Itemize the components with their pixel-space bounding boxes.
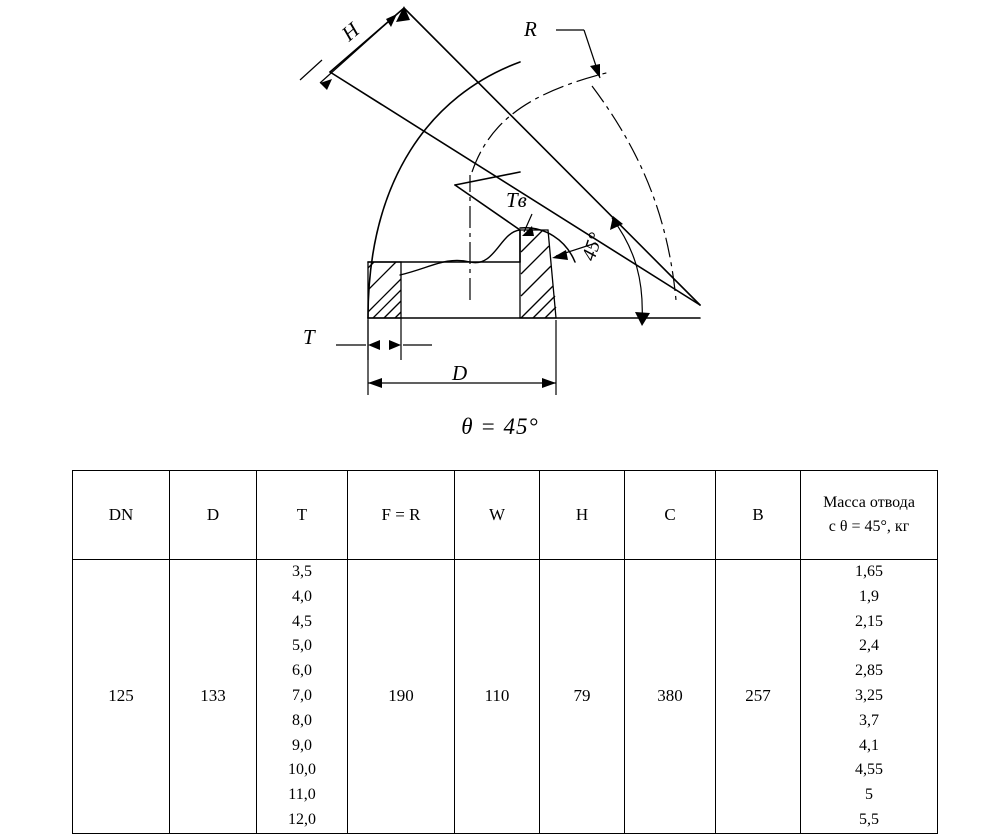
cell-c: 380 — [625, 560, 716, 834]
column-header-t: T — [257, 471, 348, 560]
value-mass-0: 1,65 — [855, 563, 883, 580]
value-mass-9: 5 — [865, 786, 873, 804]
value-t-5: 7,0 — [292, 686, 312, 704]
dim-label-tb: Tв — [506, 188, 527, 212]
cell-t-values — [257, 560, 348, 834]
value-t-0: 3,5 — [292, 563, 312, 580]
value-mass-5: 3,25 — [855, 686, 883, 704]
value-t-9: 11,0 — [288, 786, 316, 804]
value-t-10: 12,0 — [288, 810, 316, 828]
value-t-8: 10,0 — [288, 761, 316, 779]
cell-h: 79 — [540, 560, 625, 834]
value-mass-7: 4,1 — [859, 736, 879, 754]
column-header-b: B — [716, 471, 801, 560]
cell-d: 133 — [170, 560, 257, 834]
value-mass-3: 2,4 — [859, 637, 879, 655]
column-header-w: W — [455, 471, 540, 560]
dim-label-angle-45: 45° — [577, 230, 608, 264]
value-t-3: 5,0 — [292, 637, 312, 655]
table-row — [73, 560, 938, 834]
value-mass-8: 4,55 — [855, 761, 883, 779]
value-t-2: 4,5 — [292, 612, 312, 630]
column-header-d: D — [170, 471, 257, 560]
cell-w: 110 — [455, 560, 540, 834]
mass-header-line-1: Масса отвода — [823, 494, 915, 511]
cell-b: 257 — [716, 560, 801, 834]
specification-table — [72, 470, 928, 834]
dim-label-h: H — [336, 17, 364, 46]
value-t-6: 8,0 — [292, 711, 312, 729]
column-header-f-r: F = R — [348, 471, 455, 560]
dim-label-t: T — [303, 325, 315, 349]
value-t-4: 6,0 — [292, 662, 312, 680]
value-mass-4: 2,85 — [855, 662, 883, 680]
value-mass-2: 2,15 — [855, 612, 883, 630]
dim-label-d: D — [452, 361, 468, 385]
column-header-h: H — [540, 471, 625, 560]
value-mass-6: 3,7 — [859, 711, 879, 729]
value-t-1: 4,0 — [292, 587, 312, 605]
mass-header-line-2: с θ = 45°, кг — [828, 518, 910, 535]
value-mass-10: 5,5 — [859, 810, 879, 828]
theta-caption: θ = 45° — [461, 414, 539, 439]
column-header-mass — [801, 471, 938, 560]
column-header-dn: DN — [73, 471, 170, 560]
cell-dn: 125 — [73, 560, 170, 834]
column-header-c: C — [625, 471, 716, 560]
value-t-7: 9,0 — [292, 736, 312, 754]
table-header-row — [73, 471, 938, 560]
cell-mass-values — [801, 560, 938, 834]
cell-f-r: 190 — [348, 560, 455, 834]
dim-label-r: R — [524, 17, 537, 41]
value-mass-1: 1,9 — [859, 587, 879, 605]
